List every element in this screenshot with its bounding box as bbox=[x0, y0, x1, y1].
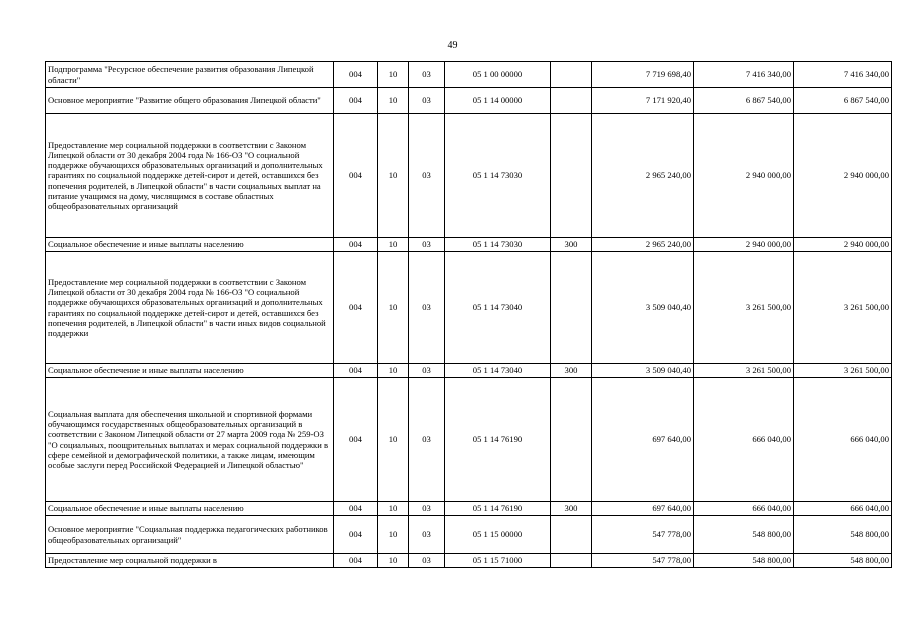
row-subsection: 03 bbox=[409, 378, 445, 502]
row-expense-type: 300 bbox=[551, 238, 592, 252]
page-number: 49 bbox=[447, 40, 458, 51]
row-expense-type bbox=[551, 252, 592, 364]
row-section: 10 bbox=[378, 88, 409, 114]
row-amount-1: 2 965 240,00 bbox=[592, 238, 694, 252]
budget-table bbox=[45, 61, 892, 568]
table-row bbox=[46, 62, 892, 88]
row-amount-2: 2 940 000,00 bbox=[694, 114, 794, 238]
row-name: Предоставление мер социальной поддержки в соответствии с Законом Липецкой области от 30 декабря 2004 года № 166-ОЗ "О социальной поддержке обучающихся образовательных организаций и дополнительных гарантиях по социальной поддержке детей-сирот и детей, оставшихся без попечения родителей, в Липецкой области" в части социальных выплат на питание учащимся на дому, числящимся в составе областных общеобразовательных организаций bbox=[46, 114, 334, 238]
row-amount-2: 3 261 500,00 bbox=[694, 364, 794, 378]
row-expense-type: 300 bbox=[551, 364, 592, 378]
row-amount-3: 2 940 000,00 bbox=[794, 238, 892, 252]
row-amount-2: 7 416 340,00 bbox=[694, 62, 794, 88]
row-expense-type bbox=[551, 62, 592, 88]
row-ministry-code: 004 bbox=[334, 502, 378, 516]
row-ministry-code: 004 bbox=[334, 252, 378, 364]
row-expense-type bbox=[551, 88, 592, 114]
row-ministry-code: 004 bbox=[334, 238, 378, 252]
row-amount-1: 3 509 040,40 bbox=[592, 252, 694, 364]
row-amount-2: 548 800,00 bbox=[694, 516, 794, 554]
row-target-article: 05 1 15 71000 bbox=[445, 554, 551, 568]
row-amount-2: 666 040,00 bbox=[694, 502, 794, 516]
row-subsection: 03 bbox=[409, 516, 445, 554]
table-row bbox=[46, 252, 892, 364]
row-subsection: 03 bbox=[409, 252, 445, 364]
row-amount-2: 548 800,00 bbox=[694, 554, 794, 568]
row-amount-3: 666 040,00 bbox=[794, 502, 892, 516]
row-name: Социальное обеспечение и иные выплаты населению bbox=[46, 238, 334, 252]
row-target-article: 05 1 14 73030 bbox=[445, 238, 551, 252]
row-subsection: 03 bbox=[409, 88, 445, 114]
row-ministry-code: 004 bbox=[334, 114, 378, 238]
row-name: Основное мероприятие "Социальная поддержка педагогических работников общеобразовательных организаций" bbox=[46, 516, 334, 554]
row-amount-3: 3 261 500,00 bbox=[794, 364, 892, 378]
row-target-article: 05 1 15 00000 bbox=[445, 516, 551, 554]
row-amount-3: 6 867 540,00 bbox=[794, 88, 892, 114]
row-ministry-code: 004 bbox=[334, 364, 378, 378]
row-name: Социальная выплата для обеспечения школьной и спортивной формами обучающимся государственных общеобразовательных организаций в соответствии с Законом Липецкой области от 27 марта 2009 года № 259-ОЗ "О социальных, поощрительных выплатах и мерах социальной поддержки в сфере семейной и демографической политики, а также лицам, имеющим особые заслуги перед Российской Федерацией и Липецкой областью" bbox=[46, 378, 334, 502]
row-amount-1: 2 965 240,00 bbox=[592, 114, 694, 238]
row-target-article: 05 1 00 00000 bbox=[445, 62, 551, 88]
row-amount-3: 3 261 500,00 bbox=[794, 252, 892, 364]
row-expense-type: 300 bbox=[551, 502, 592, 516]
table-row bbox=[46, 114, 892, 238]
row-ministry-code: 004 bbox=[334, 88, 378, 114]
row-ministry-code: 004 bbox=[334, 62, 378, 88]
row-amount-2: 6 867 540,00 bbox=[694, 88, 794, 114]
row-amount-2: 2 940 000,00 bbox=[694, 238, 794, 252]
row-expense-type bbox=[551, 378, 592, 502]
row-name: Основное мероприятие "Развитие общего образования Липецкой области" bbox=[46, 88, 334, 114]
row-target-article: 05 1 14 76190 bbox=[445, 378, 551, 502]
row-section: 10 bbox=[378, 62, 409, 88]
row-name: Предоставление мер социальной поддержки в bbox=[46, 554, 334, 568]
row-target-article: 05 1 14 76190 bbox=[445, 502, 551, 516]
row-ministry-code: 004 bbox=[334, 378, 378, 502]
row-amount-1: 3 509 040,40 bbox=[592, 364, 694, 378]
row-subsection: 03 bbox=[409, 554, 445, 568]
row-amount-1: 7 171 920,40 bbox=[592, 88, 694, 114]
row-name: Подпрограмма "Ресурсное обеспечение развития образования Липецкой области" bbox=[46, 62, 334, 88]
row-subsection: 03 bbox=[409, 502, 445, 516]
row-name: Социальное обеспечение и иные выплаты населению bbox=[46, 502, 334, 516]
row-amount-3: 2 940 000,00 bbox=[794, 114, 892, 238]
row-section: 10 bbox=[378, 502, 409, 516]
row-amount-1: 547 778,00 bbox=[592, 516, 694, 554]
table-row bbox=[46, 502, 892, 516]
row-section: 10 bbox=[378, 364, 409, 378]
row-section: 10 bbox=[378, 554, 409, 568]
row-target-article: 05 1 14 73040 bbox=[445, 252, 551, 364]
row-ministry-code: 004 bbox=[334, 554, 378, 568]
row-subsection: 03 bbox=[409, 364, 445, 378]
row-section: 10 bbox=[378, 252, 409, 364]
row-amount-1: 697 640,00 bbox=[592, 378, 694, 502]
row-target-article: 05 1 14 73030 bbox=[445, 114, 551, 238]
row-amount-2: 3 261 500,00 bbox=[694, 252, 794, 364]
row-expense-type bbox=[551, 516, 592, 554]
row-subsection: 03 bbox=[409, 62, 445, 88]
row-amount-3: 548 800,00 bbox=[794, 516, 892, 554]
row-expense-type bbox=[551, 554, 592, 568]
row-amount-1: 7 719 698,40 bbox=[592, 62, 694, 88]
row-target-article: 05 1 14 00000 bbox=[445, 88, 551, 114]
row-subsection: 03 bbox=[409, 238, 445, 252]
row-amount-1: 697 640,00 bbox=[592, 502, 694, 516]
table-row bbox=[46, 516, 892, 554]
table-row bbox=[46, 378, 892, 502]
table-row bbox=[46, 554, 892, 568]
row-amount-3: 7 416 340,00 bbox=[794, 62, 892, 88]
table-row bbox=[46, 364, 892, 378]
row-expense-type bbox=[551, 114, 592, 238]
table-row bbox=[46, 238, 892, 252]
row-amount-3: 548 800,00 bbox=[794, 554, 892, 568]
row-section: 10 bbox=[378, 378, 409, 502]
row-section: 10 bbox=[378, 114, 409, 238]
row-amount-1: 547 778,00 bbox=[592, 554, 694, 568]
row-subsection: 03 bbox=[409, 114, 445, 238]
table-row bbox=[46, 88, 892, 114]
row-name: Предоставление мер социальной поддержки в соответствии с Законом Липецкой области от 30 декабря 2004 года № 166-ОЗ "О социальной поддержке обучающихся образовательных организаций и дополнительных гарантиях по социальной поддержке детей-сирот и детей, оставшихся без попечения родителей, в Липецкой области" в части иных видов социальной поддержки bbox=[46, 252, 334, 364]
row-amount-3: 666 040,00 bbox=[794, 378, 892, 502]
row-ministry-code: 004 bbox=[334, 516, 378, 554]
row-target-article: 05 1 14 73040 bbox=[445, 364, 551, 378]
row-section: 10 bbox=[378, 238, 409, 252]
row-amount-2: 666 040,00 bbox=[694, 378, 794, 502]
row-name: Социальное обеспечение и иные выплаты населению bbox=[46, 364, 334, 378]
row-section: 10 bbox=[378, 516, 409, 554]
